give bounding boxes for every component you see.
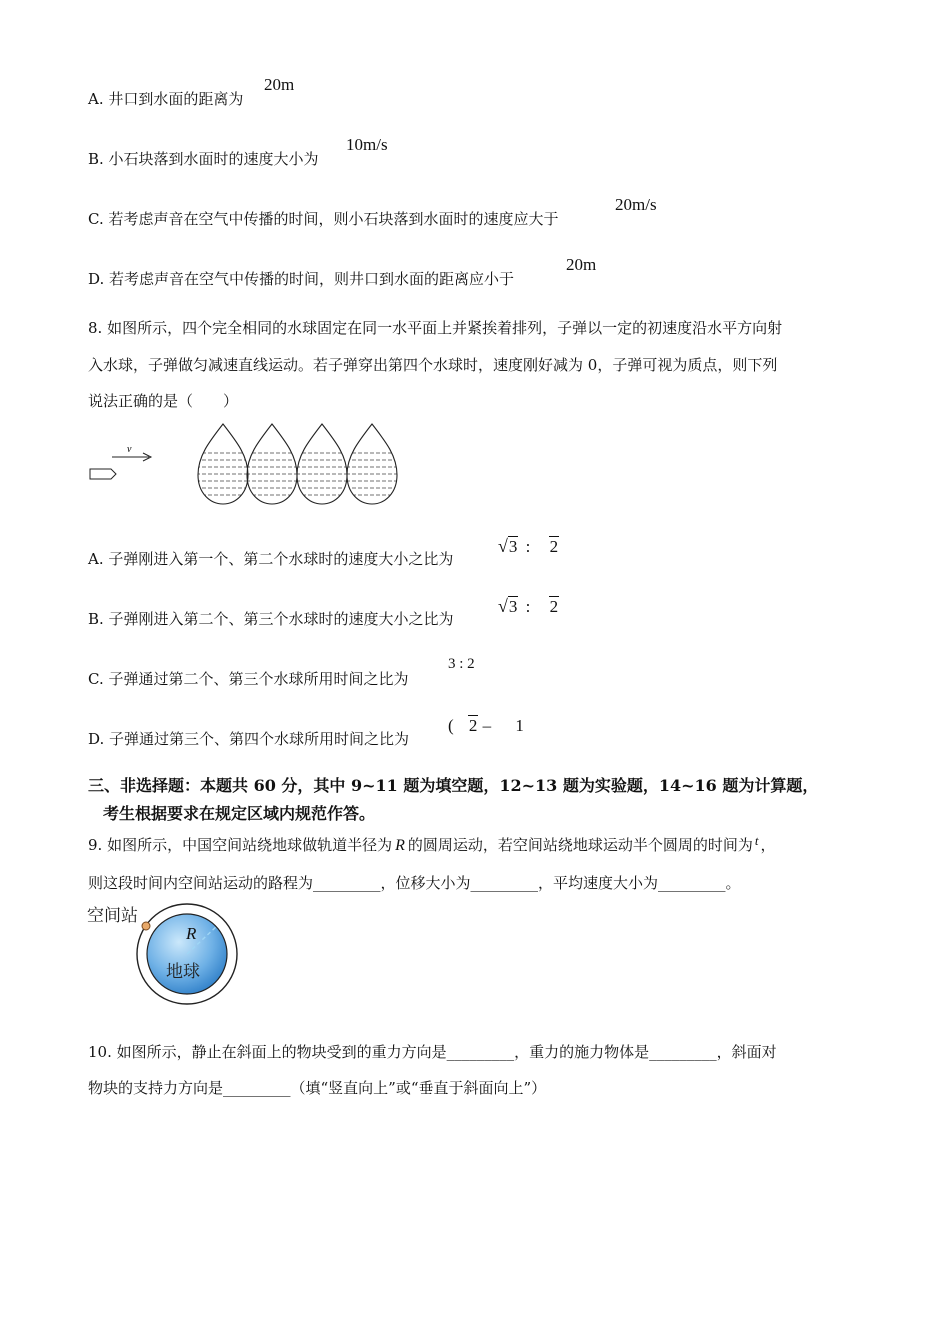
water-ball-2 bbox=[247, 424, 297, 504]
q8-stem-line2: 入水球，子弹做匀减速直线运动。若子弹穿出第四个水球时，速度刚好减为 0，子弹可视为质点，则下列 bbox=[88, 356, 778, 374]
q9-stem-line1: 9. 如图所示，中国空间站绕地球做轨道半径为 R 的圆周运动，若空间站绕地球运动半个圆周的时间为 t ， bbox=[88, 833, 776, 854]
q8-option-b-value: √3 : 2 bbox=[498, 596, 559, 616]
water-ball-3 bbox=[297, 424, 347, 504]
space-station-dot bbox=[142, 922, 150, 930]
q7-option-c: C. 若考虑声音在空气中传播的时间，则小石块落到水面时的速度应大于 bbox=[88, 210, 559, 228]
q8-option-a: A. 子弹刚进入第一个、第二个水球时的速度大小之比为 bbox=[88, 550, 454, 568]
q8-option-d: D. 子弹通过第三个、第四个水球所用时间之比为 bbox=[88, 730, 410, 748]
radius-label: R bbox=[186, 924, 197, 943]
q8-stem-line3: 说法正确的是（ ） bbox=[88, 392, 239, 410]
q9-stem-line2: 则这段时间内空间站运动的路程为_________，位移大小为_________，平均速度大小为_________。 bbox=[88, 874, 741, 892]
q10-stem-line2: 物块的支持力方向是_________（填“竖直向上”或“垂直于斜面向上”） bbox=[88, 1079, 547, 1097]
q7-option-d: D. 若考虑声音在空气中传播的时间，则井口到水面的距离应小于 bbox=[88, 270, 515, 288]
q7-option-c-value: 20m/s bbox=[615, 195, 657, 214]
q10-stem-line1: 10. 如图所示，静止在斜面上的物块受到的重力方向是_________，重力的施力物体是_________，斜面对 bbox=[88, 1043, 777, 1061]
q8-option-c-value: 3 : 2 bbox=[448, 656, 475, 672]
q7-option-b: B. 小石块落到水面时的速度大小为 bbox=[88, 150, 319, 168]
earth-label: 地球 bbox=[166, 962, 200, 982]
velocity-label: v bbox=[127, 444, 132, 455]
water-ball-4 bbox=[347, 424, 397, 504]
q7-option-a: A. 井口到水面的距离为 bbox=[88, 90, 244, 108]
section-3-heading-line1: 三、非选择题：本题共 60 分，其中 9~11 题为填空题，12~13 题为实验题，14~16 题为计算题， bbox=[88, 776, 819, 795]
section-3-heading-line2: 考生根据要求在规定区域内规范作答。 bbox=[103, 804, 376, 823]
q8-stem-line1: 8. 如图所示，四个完全相同的水球固定在同一水平面上并紧挨着排列，子弹以一定的初速度沿水平方向射 bbox=[88, 319, 783, 337]
water-balls-figure bbox=[85, 420, 415, 510]
q8-option-b: B. 子弹刚进入第二个、第三个水球时的速度大小之比为 bbox=[88, 610, 454, 628]
q7-option-a-value: 20m bbox=[264, 75, 295, 94]
bullet-icon bbox=[90, 469, 116, 479]
q7-option-b-value: 10m/s bbox=[346, 135, 388, 154]
q7-option-d-value: 20m bbox=[566, 255, 597, 274]
space-station-label: 空间站 bbox=[87, 906, 138, 926]
q8-option-d-value: ( 2 – 1 bbox=[448, 716, 524, 735]
q8-option-c: C. 子弹通过第二个、第三个水球所用时间之比为 bbox=[88, 670, 409, 688]
space-station-figure bbox=[82, 898, 252, 1010]
q8-option-a-value: √3 : 2 bbox=[498, 536, 559, 556]
water-ball-1 bbox=[198, 424, 248, 504]
